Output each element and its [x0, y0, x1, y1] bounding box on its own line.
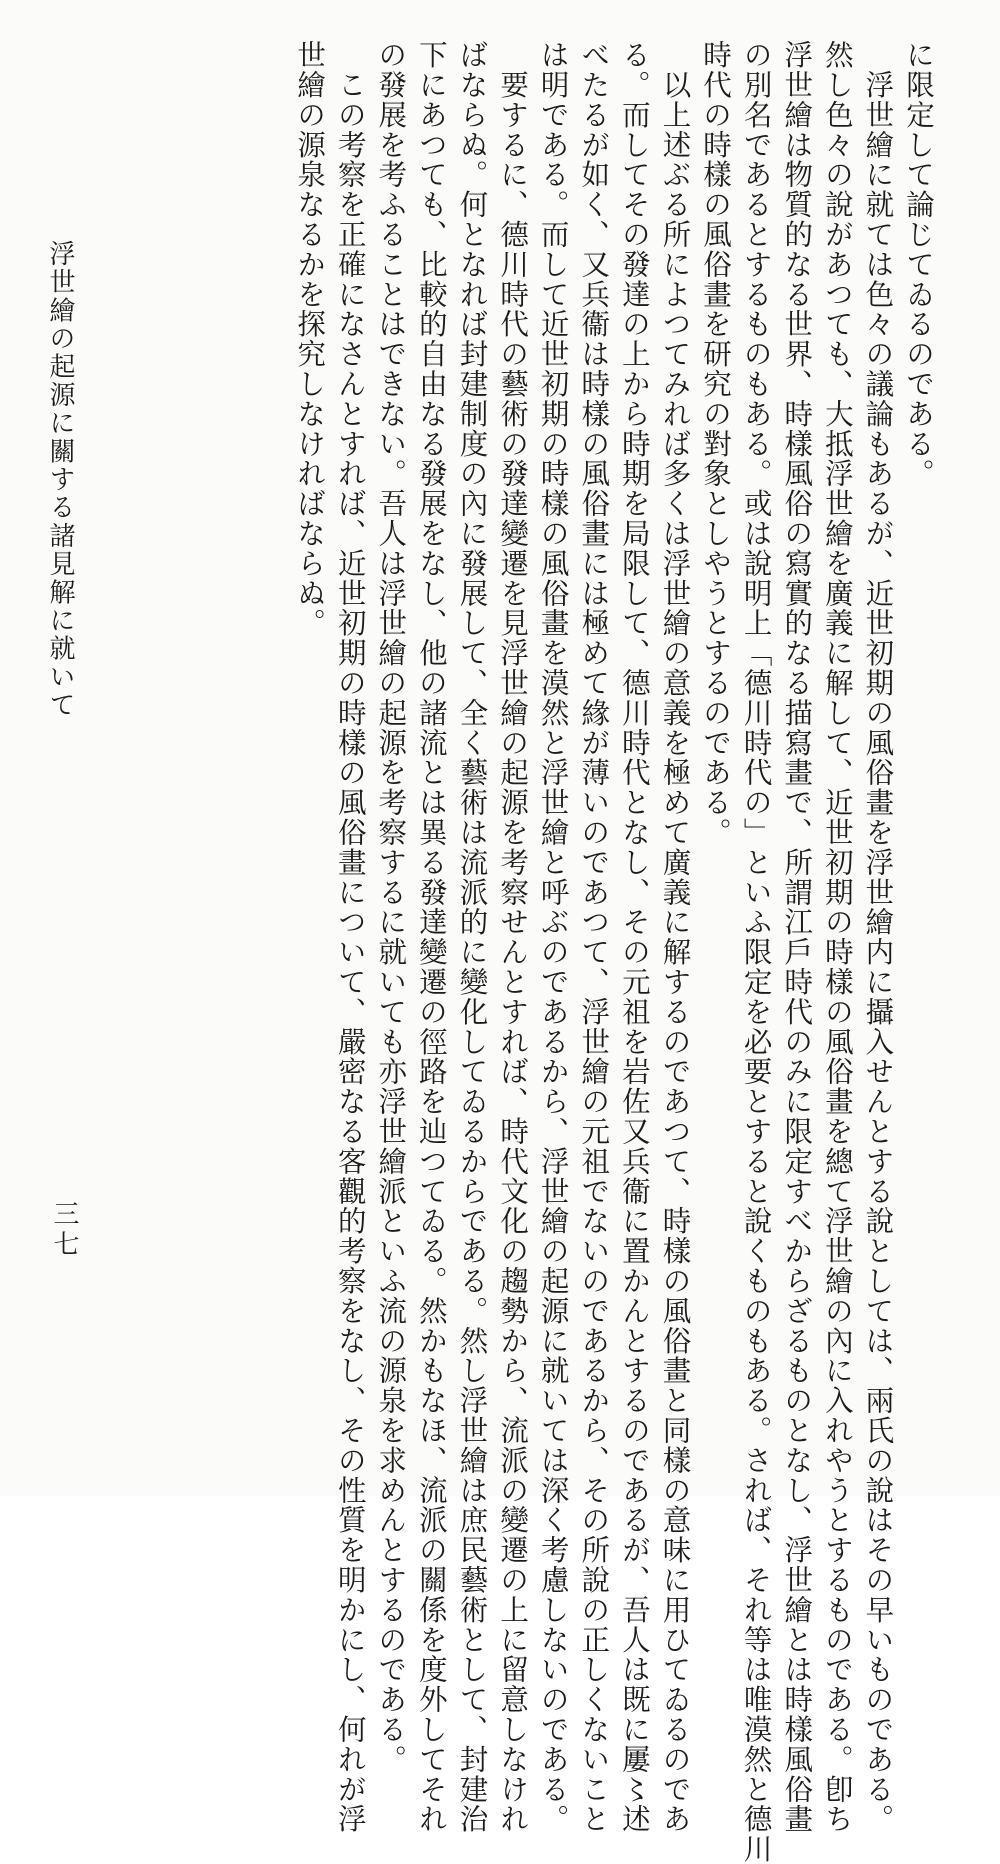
page-number: 三七 [49, 1200, 79, 1260]
text-line: 時代の時樣の風俗畫を研究の對象としやうとするのである。 [699, 40, 733, 848]
text-line: べたるが如く、又兵衞は時樣の風俗畫には極めて緣が薄いのであつて、浮世繪の元祖でないのであるから、その所說の正しくないこと [577, 40, 611, 1834]
text-line: る。而してその發達の上から時期を局限して、德川時代となし、その元祖を岩佐又兵衞に置かんとするのであるが、吾人は既に屢〻述 [617, 40, 651, 1834]
text-line: 以上述ぶる所によつてみれば多くは浮世繪の意義を極めて廣義に解するのであつて、時樣の風俗畫と同樣の意味に用ひてゐるのであ [658, 40, 692, 1834]
text-line: の發展を考ふることはできない。吾人は浮世繪の起源を考察するに就いても亦浮世繪派といふ流の源泉を求めんとするのである。 [374, 40, 408, 1775]
text-line: 要するに、德川時代の藝術の發達變遷を見浮世繪の起源を考察せんとすれば、時代文化の趨勢から、流派の變遷の上に留意しなけれ [496, 40, 530, 1834]
text-line: 浮世繪は物質的なる世界、時樣風俗の寫實的なる描寫畫で、所謂江戶時代のみに限定すべからざるものとなし、浮世繪とは時樣風俗畫 [780, 40, 814, 1834]
text-line: 浮世繪に就ては色々の議論もあるが、近世初期の風俗畫を浮世繪内に攝入せんとする說としては、兩氏の說はその早いものである。 [861, 40, 895, 1834]
text-line: 然し色々の說があつても、大抵浮世繪を廣義に解して、近世初期の時樣の風俗畫を總て浮世繪の內に入れやうとするものである。卽ち [820, 40, 854, 1834]
text-line: この考察を正確になさんとすれば、近世初期の時樣の風俗畫について、嚴密なる客觀的考察をなし、その性質を明かにし、何れが浮 [333, 40, 367, 1834]
text-line: は明である。而して近世初期の時樣の風俗畫を漠然と浮世繪と呼ぶのであるから、浮世繪の起源に就いては深く考慮しないのである。 [536, 40, 570, 1834]
text-line: 下にあつても、比較的自由なる發展をなし、他の諸流とは異る發達變遷の徑路を辿つてゐる。然かもなほ、流派の關係を度外してそれ [414, 40, 448, 1834]
running-title: 浮世繪の起源に關する諸見解に就いて [45, 240, 75, 720]
text-line: に限定して論じてゐるのである。 [902, 40, 935, 489]
text-line: 世繪の源泉なるかを探究しなければならぬ。 [293, 40, 327, 638]
body-text [289, 40, 939, 1864]
text-line: ばならぬ。何となれば封建制度の內に發展して、全く藝術は流派的に變化してゐるからである。然し浮世繪は庶民藝術として、封建治 [455, 40, 489, 1834]
text-line: の別名であるとするものもある。或は說明上「德川時代の」といふ限定を必要とすると說くものもある。されば、それ等は唯漠然と德川 [739, 40, 773, 1864]
